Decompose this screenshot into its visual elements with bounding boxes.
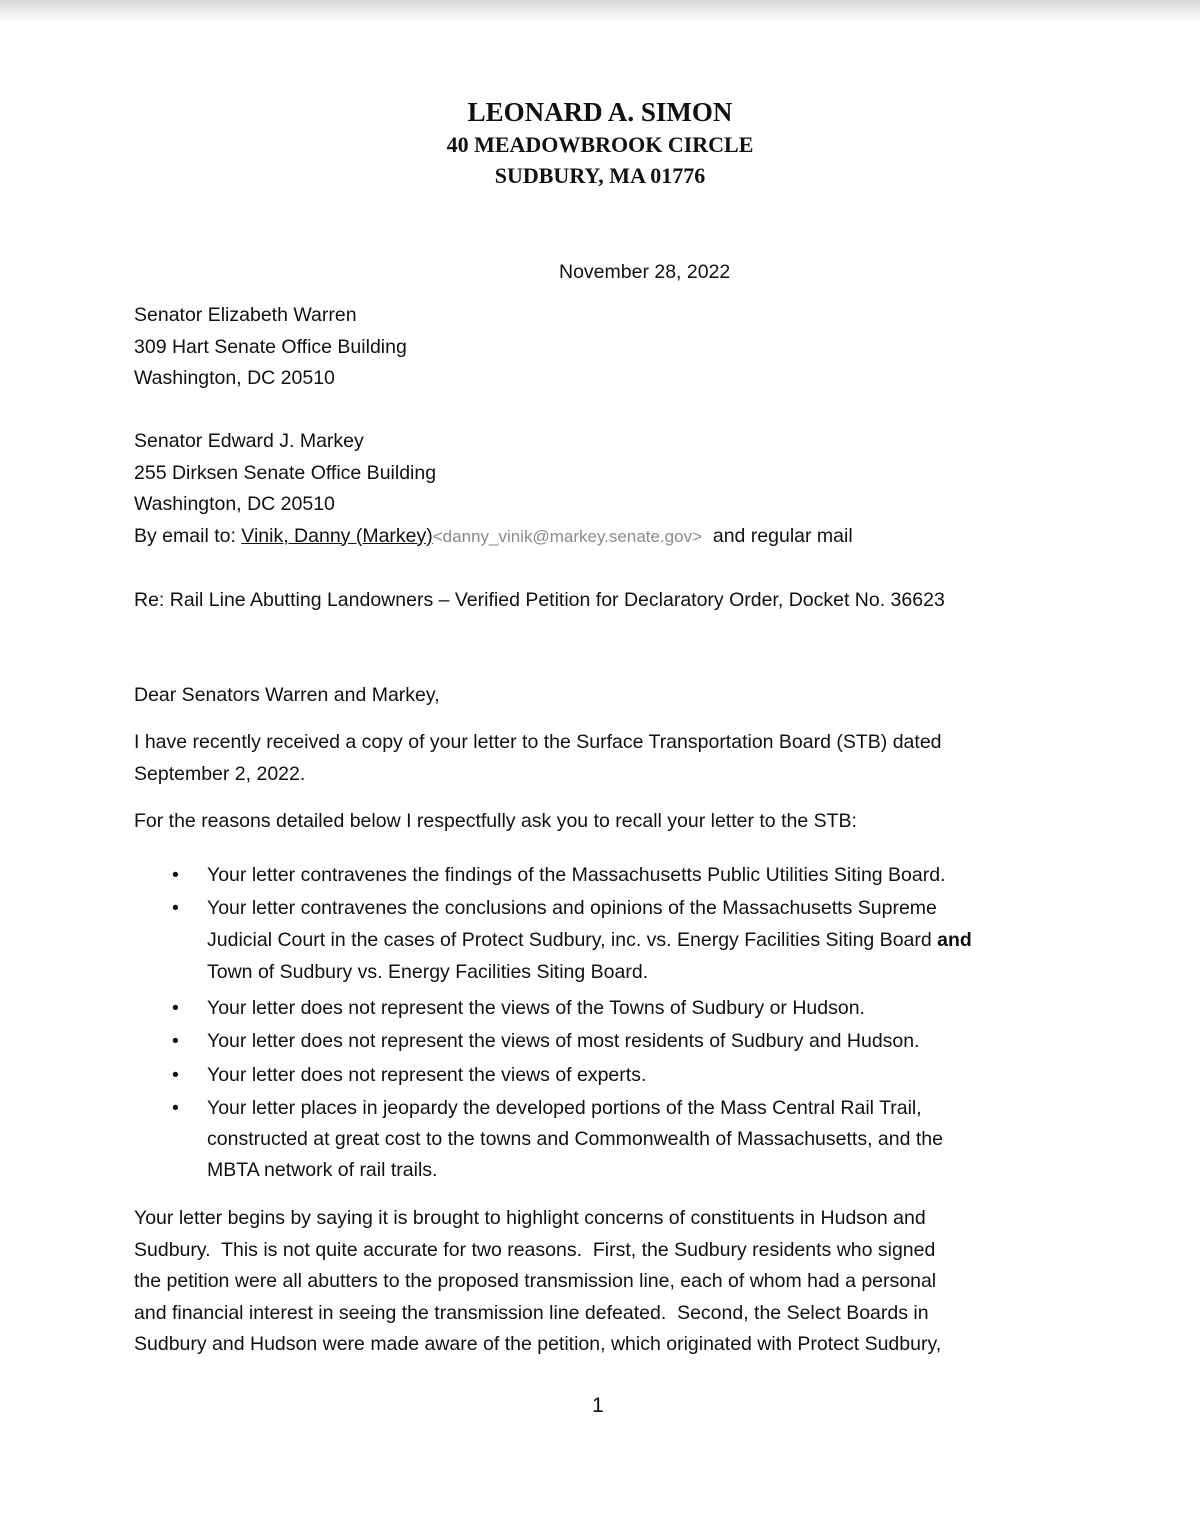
text-line: Sudbury and Hudson were made aware of the petition, which originated with Protect Sudbury, — [134, 1333, 942, 1355]
subject-line: Re: Rail Line Abutting Landowners – Verified Petition for Declaratory Order, Docket No. 36623 — [134, 589, 945, 611]
recipient-address: 309 Hart Senate Office Building — [134, 335, 407, 358]
text-line: Your letter does not represent the views of the Towns of Sudbury or Hudson. — [207, 997, 865, 1019]
bullet-item — [172, 992, 1200, 1024]
recipient-city: Washington, DC 20510 — [134, 493, 335, 515]
recipient-warren — [134, 300, 407, 395]
text-line: Your letter begins by saying it is brought to highlight concerns of constituents in Hudson and — [134, 1207, 926, 1229]
text-line: Your letter places in jeopardy the developed portions of the Mass Central Rail Trail, — [207, 1097, 922, 1119]
bullet-item — [172, 892, 1200, 983]
recipient-name: Senator Elizabeth Warren — [134, 304, 357, 326]
letter-date: November 28, 2022 — [559, 261, 731, 283]
salutation: Dear Senators Warren and Markey, — [134, 684, 440, 706]
bullet-icon: • — [172, 1030, 179, 1052]
text-line: the petition were all abutters to the proposed transmission line, each of whom had a personal — [134, 1270, 937, 1292]
page-number: 1 — [592, 1394, 604, 1417]
text-line: constructed at great cost to the towns and Commonwealth of Massachusetts, and the — [207, 1128, 943, 1150]
text-line: Your letter does not represent the views of experts. — [207, 1064, 647, 1086]
delivery-prefix: By email to: — [134, 524, 242, 547]
bullet-icon: • — [172, 997, 179, 1019]
contact-link[interactable]: Vinik, Danny (Markey) — [241, 524, 433, 547]
contact-email: <danny_vinik@markey.senate.gov> — [432, 526, 703, 546]
bullet-icon: • — [172, 1064, 179, 1086]
recipient-city: Washington, DC 20510 — [134, 367, 335, 389]
text-line: MBTA network of rail trails. — [207, 1159, 438, 1181]
text-line: Sudbury. This is not quite accurate for two reasons. First, the Sudbury residents who signed — [134, 1238, 936, 1261]
text-line: and financial interest in seeing the transmission line defeated. Second, the Select Boards in — [134, 1301, 929, 1324]
recipient-address: 255 Dirksen Senate Office Building — [134, 461, 437, 484]
bullet-icon: • — [172, 897, 179, 919]
text-line: Your letter contravenes the conclusions and opinions of the Massachusetts Supreme — [207, 897, 937, 919]
text-line: Town of Sudbury vs. Energy Facilities Siting Board. — [207, 961, 649, 983]
bullet-item — [172, 1025, 1200, 1057]
paragraph-3 — [134, 1203, 941, 1361]
text-line: Your letter contravenes the findings of the Massachusetts Public Utilities Siting Board. — [207, 864, 946, 886]
bold-and: and — [937, 929, 972, 951]
text-line: September 2, 2022. — [134, 762, 306, 785]
recipient-markey — [134, 426, 853, 552]
letterhead-name: LEONARD A. SIMON — [467, 97, 733, 127]
text-line: Judicial Court in the cases of Protect Sudbury, inc. vs. Energy Facilities Siting Board — [207, 929, 938, 951]
paragraph-2: For the reasons detailed below I respectfully ask you to recall your letter to the STB: — [134, 810, 857, 832]
bullet-item — [172, 1059, 1200, 1091]
bullet-icon: • — [172, 864, 179, 886]
paragraph-1 — [134, 727, 942, 790]
bullet-item — [172, 859, 1200, 891]
delivery-line — [134, 521, 853, 553]
letterhead-street: 40 MEADOWBROOK CIRCLE — [446, 132, 754, 157]
letterhead-city: SUDBURY, MA 01776 — [494, 163, 706, 188]
bullet-item — [172, 1093, 1200, 1181]
text-line: Your letter does not represent the views of most residents of Sudbury and Hudson. — [207, 1030, 920, 1052]
recipient-name: Senator Edward J. Markey — [134, 430, 364, 452]
bullet-icon: • — [172, 1097, 179, 1119]
delivery-suffix: and regular mail — [702, 524, 853, 547]
page-top-shadow — [0, 0, 1200, 22]
text-line: I have recently received a copy of your letter to the Surface Transportation Board (STB) dated — [134, 731, 942, 753]
